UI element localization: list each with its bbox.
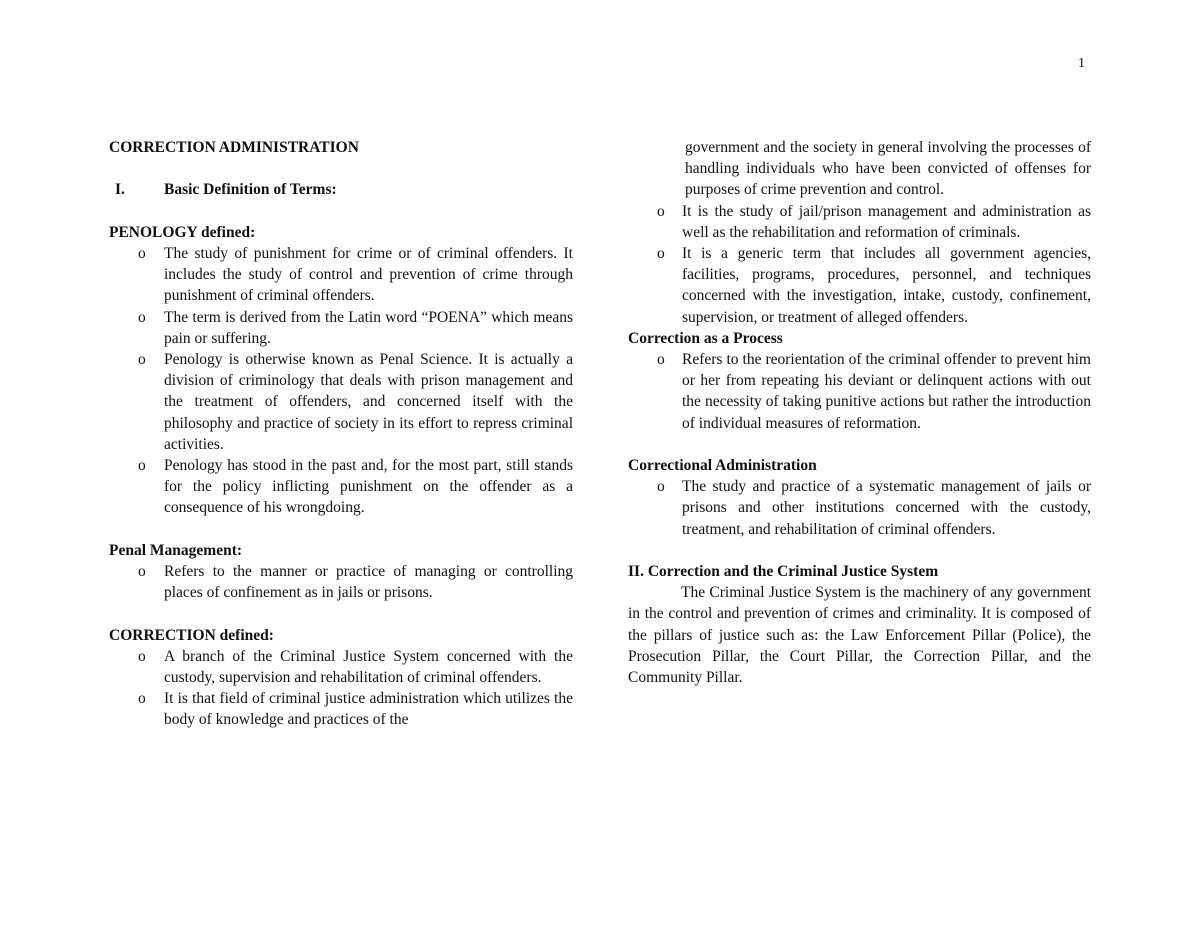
correction-heading: CORRECTION defined: [109, 626, 274, 644]
correction-list [109, 646, 573, 731]
list-item: o Penology has stood in the past and, for the most part, still stands for the policy inflicting punishment on the offender as a consequence of his wrongdoing. [138, 457, 573, 517]
page-number: 1 [1078, 56, 1085, 71]
section-title: Basic Definition of Terms: [164, 181, 337, 199]
bullet-icon: o [138, 690, 146, 708]
list-item: o It is that field of criminal justice administration which utilizes the body of knowledge and practices of the [138, 690, 573, 729]
bullet-icon: o [138, 244, 146, 262]
bullet-icon: o [138, 308, 146, 326]
list-item: o It is the study of jail/prison management and administration as well as the rehabilitation and reformation of criminals. [657, 202, 1091, 241]
bullet-icon: o [138, 351, 146, 368]
penology-heading: PENOLOGY defined: [109, 223, 256, 241]
list-item: o It is a generic term that includes all government agencies, facilities, programs, procedures, personnel, and techniques concerned with the investigation, intake, custody, confinement, supervision, or treatment of alleged offenders. [657, 245, 1091, 326]
section-heading-1 [109, 179, 573, 200]
list-item: o The study of punishment for crime or of criminal offenders. It includes the study of control and prevention of crime through punishment of criminal offenders. [138, 244, 573, 305]
correction-list-continued [628, 201, 1091, 328]
bullet-icon: o [138, 457, 146, 475]
process-heading: Correction as a Process [628, 329, 783, 347]
section-number: I. [115, 181, 125, 199]
bullet-icon: o [657, 478, 665, 496]
penal-management-heading: Penal Management: [109, 541, 243, 559]
admin-list [628, 476, 1091, 540]
document-title: CORRECTION ADMINISTRATION [109, 139, 359, 156]
list-item: o Refers to the manner or practice of managing or controlling places of confinement as in jails or prisons. [138, 563, 573, 602]
bullet-icon: o [138, 563, 146, 581]
continued-text: government and the society in general involving the processes of handling individuals who have been convicted of offenses for purposes of crime prevention and control. [685, 139, 1091, 199]
admin-heading: Correctional Administration [628, 457, 817, 475]
penology-list [109, 243, 573, 519]
right-column [628, 137, 1091, 688]
list-item: o Refers to the reorientation of the criminal offender to prevent him or her from repeating his deviant or delinquent actions with out the necessity of taking punitive actions but rather the introduction of individual measures of reformation. [657, 351, 1091, 432]
list-item: o Penology is otherwise known as Penal Science. It is actually a division of criminology that deals with prison management and the treatment of offenders, and concerned itself with the philosophy and practice of society in its effort to repress criminal activities. [138, 351, 573, 453]
left-column [109, 137, 573, 731]
bullet-icon: o [657, 202, 665, 220]
bullet-icon: o [138, 647, 146, 665]
process-list [628, 349, 1091, 434]
bullet-icon: o [657, 351, 665, 369]
section-heading-2: II. Correction and the Criminal Justice System [628, 563, 939, 581]
bullet-icon: o [657, 245, 665, 263]
section-2-paragraph: The Criminal Justice System is the machinery of any government in the control and prevention of crimes and criminality. It is composed of the pillars of justice such as: the Law Enforcement Pillar (Police), the Prosecution Pillar, the Court Pillar, the Correction Pillar, and the Community Pillar. [628, 584, 1091, 687]
list-item: o The study and practice of a systematic management of jails or prisons and other institutions concerned with the custody, treatment, and rehabilitation of criminal offenders. [657, 478, 1091, 538]
list-item: o The term is derived from the Latin word “POENA” which means pain or suffering. [138, 308, 573, 347]
penal-management-list [109, 561, 573, 603]
list-item: o A branch of the Criminal Justice System concerned with the custody, supervision and rehabilitation of criminal offenders. [138, 647, 573, 687]
